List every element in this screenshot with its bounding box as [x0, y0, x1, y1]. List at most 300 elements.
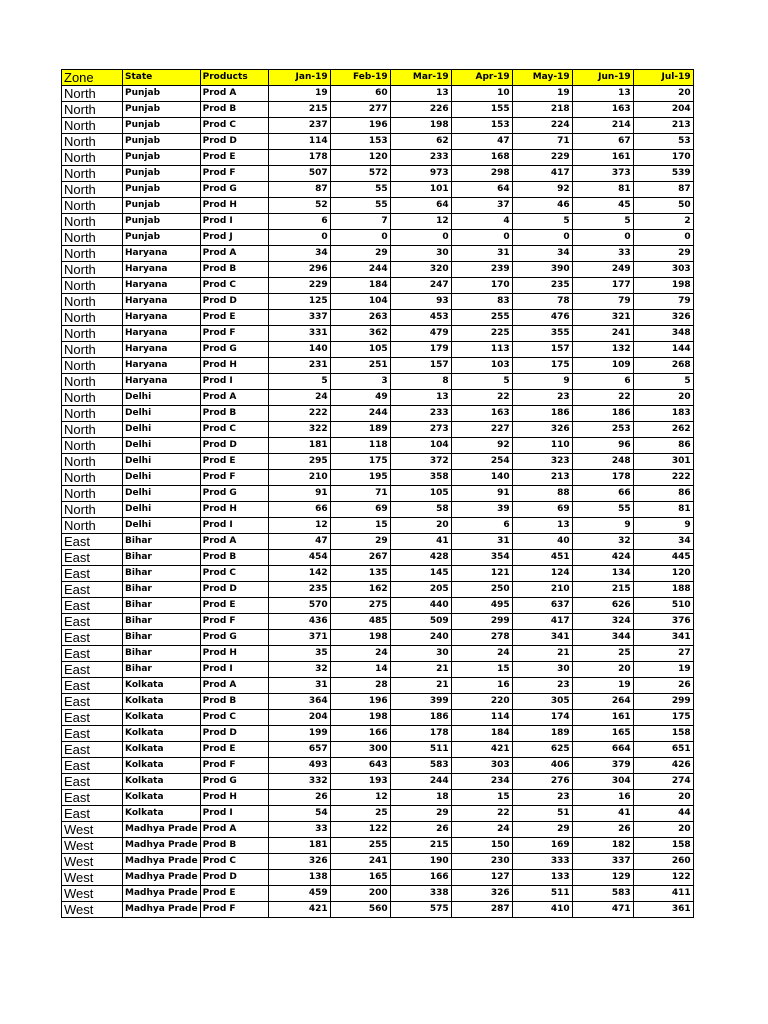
cell-jan-19[interactable]: 371: [268, 630, 330, 646]
cell-jun-19[interactable]: 20: [572, 662, 633, 678]
cell-jul-19[interactable]: 27: [633, 646, 693, 662]
cell-feb-19[interactable]: 560: [330, 902, 390, 918]
cell-jul-19[interactable]: 213: [633, 118, 693, 134]
cell-products[interactable]: Prod G: [200, 774, 268, 790]
cell-may-19[interactable]: 189: [512, 726, 572, 742]
cell-jan-19[interactable]: 436: [268, 614, 330, 630]
cell-may-19[interactable]: 417: [512, 166, 572, 182]
cell-state[interactable]: Bihar: [123, 630, 201, 646]
cell-may-19[interactable]: 210: [512, 582, 572, 598]
cell-state[interactable]: Delhi: [123, 518, 201, 534]
cell-jun-19[interactable]: 79: [572, 294, 633, 310]
cell-mar-19[interactable]: 41: [390, 534, 451, 550]
cell-zone[interactable]: East: [62, 662, 123, 678]
cell-mar-19[interactable]: 105: [390, 486, 451, 502]
cell-mar-19[interactable]: 104: [390, 438, 451, 454]
cell-zone[interactable]: North: [62, 470, 123, 486]
cell-jul-19[interactable]: 303: [633, 262, 693, 278]
cell-jan-19[interactable]: 296: [268, 262, 330, 278]
cell-jun-19[interactable]: 177: [572, 278, 633, 294]
cell-zone[interactable]: East: [62, 598, 123, 614]
cell-jun-19[interactable]: 379: [572, 758, 633, 774]
cell-feb-19[interactable]: 14: [330, 662, 390, 678]
cell-apr-19[interactable]: 24: [451, 822, 512, 838]
cell-jul-19[interactable]: 50: [633, 198, 693, 214]
cell-jul-19[interactable]: 204: [633, 102, 693, 118]
cell-jun-19[interactable]: 165: [572, 726, 633, 742]
cell-products[interactable]: Prod B: [200, 102, 268, 118]
cell-apr-19[interactable]: 64: [451, 182, 512, 198]
cell-apr-19[interactable]: 47: [451, 134, 512, 150]
cell-jan-19[interactable]: 125: [268, 294, 330, 310]
cell-jun-19[interactable]: 41: [572, 806, 633, 822]
cell-feb-19[interactable]: 15: [330, 518, 390, 534]
cell-apr-19[interactable]: 24: [451, 646, 512, 662]
cell-jan-19[interactable]: 459: [268, 886, 330, 902]
cell-may-19[interactable]: 410: [512, 902, 572, 918]
cell-zone[interactable]: North: [62, 374, 123, 390]
cell-jun-19[interactable]: 161: [572, 150, 633, 166]
cell-feb-19[interactable]: 28: [330, 678, 390, 694]
cell-mar-19[interactable]: 453: [390, 310, 451, 326]
cell-mar-19[interactable]: 509: [390, 614, 451, 630]
cell-feb-19[interactable]: 153: [330, 134, 390, 150]
cell-feb-19[interactable]: 277: [330, 102, 390, 118]
cell-feb-19[interactable]: 572: [330, 166, 390, 182]
cell-apr-19[interactable]: 31: [451, 246, 512, 262]
cell-products[interactable]: Prod C: [200, 278, 268, 294]
cell-may-19[interactable]: 406: [512, 758, 572, 774]
cell-jun-19[interactable]: 67: [572, 134, 633, 150]
cell-may-19[interactable]: 51: [512, 806, 572, 822]
cell-jan-19[interactable]: 19: [268, 86, 330, 102]
cell-feb-19[interactable]: 162: [330, 582, 390, 598]
cell-feb-19[interactable]: 29: [330, 246, 390, 262]
cell-products[interactable]: Prod H: [200, 358, 268, 374]
cell-state[interactable]: Haryana: [123, 374, 201, 390]
cell-mar-19[interactable]: 338: [390, 886, 451, 902]
cell-mar-19[interactable]: 29: [390, 806, 451, 822]
cell-apr-19[interactable]: 184: [451, 726, 512, 742]
cell-jun-19[interactable]: 132: [572, 342, 633, 358]
cell-jul-19[interactable]: 651: [633, 742, 693, 758]
cell-apr-19[interactable]: 298: [451, 166, 512, 182]
cell-jul-19[interactable]: 144: [633, 342, 693, 358]
cell-products[interactable]: Prod I: [200, 214, 268, 230]
cell-feb-19[interactable]: 0: [330, 230, 390, 246]
cell-state[interactable]: Kolkata: [123, 806, 201, 822]
cell-mar-19[interactable]: 166: [390, 870, 451, 886]
cell-state[interactable]: Punjab: [123, 86, 201, 102]
cell-may-19[interactable]: 69: [512, 502, 572, 518]
cell-jul-19[interactable]: 86: [633, 486, 693, 502]
cell-mar-19[interactable]: 93: [390, 294, 451, 310]
cell-jul-19[interactable]: 222: [633, 470, 693, 486]
cell-may-19[interactable]: 88: [512, 486, 572, 502]
cell-jan-19[interactable]: 91: [268, 486, 330, 502]
cell-products[interactable]: Prod A: [200, 534, 268, 550]
cell-mar-19[interactable]: 320: [390, 262, 451, 278]
cell-jul-19[interactable]: 341: [633, 630, 693, 646]
cell-state[interactable]: Madhya Prade: [123, 902, 201, 918]
cell-feb-19[interactable]: 71: [330, 486, 390, 502]
cell-mar-19[interactable]: 583: [390, 758, 451, 774]
cell-may-19[interactable]: 637: [512, 598, 572, 614]
cell-products[interactable]: Prod D: [200, 294, 268, 310]
cell-feb-19[interactable]: 184: [330, 278, 390, 294]
cell-jul-19[interactable]: 79: [633, 294, 693, 310]
cell-apr-19[interactable]: 170: [451, 278, 512, 294]
cell-mar-19[interactable]: 13: [390, 390, 451, 406]
cell-feb-19[interactable]: 241: [330, 854, 390, 870]
cell-state[interactable]: Punjab: [123, 134, 201, 150]
cell-zone[interactable]: North: [62, 454, 123, 470]
cell-products[interactable]: Prod A: [200, 390, 268, 406]
cell-apr-19[interactable]: 495: [451, 598, 512, 614]
cell-jul-19[interactable]: 188: [633, 582, 693, 598]
cell-jun-19[interactable]: 304: [572, 774, 633, 790]
cell-may-19[interactable]: 451: [512, 550, 572, 566]
cell-zone[interactable]: East: [62, 614, 123, 630]
cell-mar-19[interactable]: 26: [390, 822, 451, 838]
cell-state[interactable]: Delhi: [123, 486, 201, 502]
cell-may-19[interactable]: 276: [512, 774, 572, 790]
cell-may-19[interactable]: 355: [512, 326, 572, 342]
cell-mar-19[interactable]: 101: [390, 182, 451, 198]
cell-feb-19[interactable]: 55: [330, 182, 390, 198]
cell-zone[interactable]: North: [62, 246, 123, 262]
cell-jul-19[interactable]: 510: [633, 598, 693, 614]
header-cell-jul-19[interactable]: Jul-19: [633, 70, 693, 86]
cell-jun-19[interactable]: 373: [572, 166, 633, 182]
cell-jul-19[interactable]: 26: [633, 678, 693, 694]
cell-jul-19[interactable]: 53: [633, 134, 693, 150]
cell-feb-19[interactable]: 122: [330, 822, 390, 838]
cell-state[interactable]: Delhi: [123, 422, 201, 438]
cell-apr-19[interactable]: 234: [451, 774, 512, 790]
cell-products[interactable]: Prod C: [200, 118, 268, 134]
cell-may-19[interactable]: 29: [512, 822, 572, 838]
cell-apr-19[interactable]: 299: [451, 614, 512, 630]
cell-mar-19[interactable]: 0: [390, 230, 451, 246]
cell-jan-19[interactable]: 0: [268, 230, 330, 246]
cell-jan-19[interactable]: 47: [268, 534, 330, 550]
cell-may-19[interactable]: 78: [512, 294, 572, 310]
cell-zone[interactable]: West: [62, 854, 123, 870]
cell-feb-19[interactable]: 69: [330, 502, 390, 518]
cell-apr-19[interactable]: 31: [451, 534, 512, 550]
cell-jul-19[interactable]: 19: [633, 662, 693, 678]
cell-zone[interactable]: North: [62, 294, 123, 310]
cell-state[interactable]: Delhi: [123, 454, 201, 470]
cell-jun-19[interactable]: 626: [572, 598, 633, 614]
cell-feb-19[interactable]: 3: [330, 374, 390, 390]
cell-jul-19[interactable]: 20: [633, 86, 693, 102]
cell-jun-19[interactable]: 19: [572, 678, 633, 694]
cell-feb-19[interactable]: 12: [330, 790, 390, 806]
cell-state[interactable]: Punjab: [123, 230, 201, 246]
cell-state[interactable]: Bihar: [123, 662, 201, 678]
cell-zone[interactable]: North: [62, 198, 123, 214]
cell-mar-19[interactable]: 64: [390, 198, 451, 214]
cell-state[interactable]: Haryana: [123, 294, 201, 310]
cell-feb-19[interactable]: 166: [330, 726, 390, 742]
cell-feb-19[interactable]: 7: [330, 214, 390, 230]
cell-jul-19[interactable]: 158: [633, 838, 693, 854]
cell-state[interactable]: Punjab: [123, 214, 201, 230]
cell-products[interactable]: Prod G: [200, 342, 268, 358]
header-cell-zone[interactable]: Zone: [62, 70, 123, 86]
cell-may-19[interactable]: 110: [512, 438, 572, 454]
cell-may-19[interactable]: 133: [512, 870, 572, 886]
cell-mar-19[interactable]: 190: [390, 854, 451, 870]
cell-may-19[interactable]: 417: [512, 614, 572, 630]
cell-feb-19[interactable]: 275: [330, 598, 390, 614]
cell-jan-19[interactable]: 237: [268, 118, 330, 134]
cell-may-19[interactable]: 390: [512, 262, 572, 278]
cell-jun-19[interactable]: 241: [572, 326, 633, 342]
cell-zone[interactable]: East: [62, 550, 123, 566]
header-cell-may-19[interactable]: May-19: [512, 70, 572, 86]
cell-zone[interactable]: North: [62, 326, 123, 342]
cell-feb-19[interactable]: 255: [330, 838, 390, 854]
cell-may-19[interactable]: 186: [512, 406, 572, 422]
cell-mar-19[interactable]: 273: [390, 422, 451, 438]
cell-may-19[interactable]: 213: [512, 470, 572, 486]
cell-jun-19[interactable]: 161: [572, 710, 633, 726]
cell-zone[interactable]: North: [62, 406, 123, 422]
cell-zone[interactable]: East: [62, 774, 123, 790]
cell-feb-19[interactable]: 263: [330, 310, 390, 326]
cell-jan-19[interactable]: 66: [268, 502, 330, 518]
cell-jan-19[interactable]: 181: [268, 438, 330, 454]
cell-zone[interactable]: North: [62, 86, 123, 102]
cell-jan-19[interactable]: 657: [268, 742, 330, 758]
cell-feb-19[interactable]: 244: [330, 262, 390, 278]
cell-jul-19[interactable]: 170: [633, 150, 693, 166]
cell-may-19[interactable]: 175: [512, 358, 572, 374]
cell-jun-19[interactable]: 264: [572, 694, 633, 710]
cell-feb-19[interactable]: 165: [330, 870, 390, 886]
cell-state[interactable]: Bihar: [123, 614, 201, 630]
cell-jan-19[interactable]: 52: [268, 198, 330, 214]
cell-jul-19[interactable]: 122: [633, 870, 693, 886]
cell-jul-19[interactable]: 175: [633, 710, 693, 726]
cell-jan-19[interactable]: 235: [268, 582, 330, 598]
cell-products[interactable]: Prod A: [200, 678, 268, 694]
cell-jun-19[interactable]: 33: [572, 246, 633, 262]
cell-zone[interactable]: North: [62, 214, 123, 230]
cell-zone[interactable]: North: [62, 118, 123, 134]
cell-may-19[interactable]: 157: [512, 342, 572, 358]
cell-products[interactable]: Prod F: [200, 614, 268, 630]
cell-state[interactable]: Haryana: [123, 262, 201, 278]
cell-jan-19[interactable]: 32: [268, 662, 330, 678]
cell-state[interactable]: Punjab: [123, 198, 201, 214]
cell-apr-19[interactable]: 121: [451, 566, 512, 582]
cell-feb-19[interactable]: 251: [330, 358, 390, 374]
cell-feb-19[interactable]: 362: [330, 326, 390, 342]
cell-feb-19[interactable]: 135: [330, 566, 390, 582]
cell-products[interactable]: Prod F: [200, 758, 268, 774]
cell-jan-19[interactable]: 337: [268, 310, 330, 326]
cell-jul-19[interactable]: 81: [633, 502, 693, 518]
cell-mar-19[interactable]: 179: [390, 342, 451, 358]
cell-feb-19[interactable]: 193: [330, 774, 390, 790]
cell-jul-19[interactable]: 426: [633, 758, 693, 774]
cell-products[interactable]: Prod E: [200, 310, 268, 326]
cell-mar-19[interactable]: 244: [390, 774, 451, 790]
cell-state[interactable]: Haryana: [123, 246, 201, 262]
cell-state[interactable]: Haryana: [123, 326, 201, 342]
cell-zone[interactable]: North: [62, 390, 123, 406]
cell-jun-19[interactable]: 26: [572, 822, 633, 838]
cell-products[interactable]: Prod F: [200, 326, 268, 342]
cell-jun-19[interactable]: 5: [572, 214, 633, 230]
cell-zone[interactable]: North: [62, 182, 123, 198]
cell-zone[interactable]: North: [62, 502, 123, 518]
cell-jul-19[interactable]: 158: [633, 726, 693, 742]
cell-may-19[interactable]: 34: [512, 246, 572, 262]
cell-products[interactable]: Prod C: [200, 422, 268, 438]
cell-state[interactable]: Kolkata: [123, 710, 201, 726]
cell-zone[interactable]: East: [62, 534, 123, 550]
cell-feb-19[interactable]: 120: [330, 150, 390, 166]
header-cell-apr-19[interactable]: Apr-19: [451, 70, 512, 86]
cell-jan-19[interactable]: 210: [268, 470, 330, 486]
cell-apr-19[interactable]: 278: [451, 630, 512, 646]
cell-jul-19[interactable]: 301: [633, 454, 693, 470]
cell-may-19[interactable]: 46: [512, 198, 572, 214]
cell-jul-19[interactable]: 274: [633, 774, 693, 790]
cell-jul-19[interactable]: 20: [633, 790, 693, 806]
cell-jul-19[interactable]: 361: [633, 902, 693, 918]
cell-jan-19[interactable]: 34: [268, 246, 330, 262]
cell-may-19[interactable]: 9: [512, 374, 572, 390]
cell-zone[interactable]: North: [62, 422, 123, 438]
cell-products[interactable]: Prod E: [200, 598, 268, 614]
cell-jun-19[interactable]: 182: [572, 838, 633, 854]
cell-mar-19[interactable]: 62: [390, 134, 451, 150]
cell-may-19[interactable]: 23: [512, 390, 572, 406]
cell-jul-19[interactable]: 120: [633, 566, 693, 582]
cell-products[interactable]: Prod B: [200, 694, 268, 710]
cell-state[interactable]: Bihar: [123, 550, 201, 566]
header-cell-jun-19[interactable]: Jun-19: [572, 70, 633, 86]
cell-feb-19[interactable]: 49: [330, 390, 390, 406]
cell-jan-19[interactable]: 454: [268, 550, 330, 566]
cell-zone[interactable]: North: [62, 342, 123, 358]
cell-state[interactable]: Bihar: [123, 534, 201, 550]
cell-state[interactable]: Bihar: [123, 598, 201, 614]
cell-state[interactable]: Delhi: [123, 390, 201, 406]
cell-jul-19[interactable]: 87: [633, 182, 693, 198]
cell-jul-19[interactable]: 20: [633, 390, 693, 406]
cell-products[interactable]: Prod A: [200, 822, 268, 838]
cell-state[interactable]: Madhya Prade: [123, 870, 201, 886]
cell-products[interactable]: Prod H: [200, 198, 268, 214]
cell-zone[interactable]: East: [62, 710, 123, 726]
cell-products[interactable]: Prod C: [200, 710, 268, 726]
cell-mar-19[interactable]: 233: [390, 406, 451, 422]
cell-apr-19[interactable]: 254: [451, 454, 512, 470]
cell-products[interactable]: Prod G: [200, 182, 268, 198]
cell-may-19[interactable]: 511: [512, 886, 572, 902]
cell-jan-19[interactable]: 199: [268, 726, 330, 742]
cell-zone[interactable]: East: [62, 694, 123, 710]
cell-products[interactable]: Prod G: [200, 630, 268, 646]
cell-products[interactable]: Prod B: [200, 262, 268, 278]
cell-products[interactable]: Prod I: [200, 518, 268, 534]
cell-apr-19[interactable]: 326: [451, 886, 512, 902]
header-cell-products[interactable]: Products: [200, 70, 268, 86]
cell-products[interactable]: Prod A: [200, 246, 268, 262]
cell-jun-19[interactable]: 471: [572, 902, 633, 918]
cell-products[interactable]: Prod B: [200, 406, 268, 422]
cell-mar-19[interactable]: 372: [390, 454, 451, 470]
cell-mar-19[interactable]: 30: [390, 246, 451, 262]
cell-state[interactable]: Kolkata: [123, 790, 201, 806]
cell-jun-19[interactable]: 32: [572, 534, 633, 550]
cell-jun-19[interactable]: 45: [572, 198, 633, 214]
cell-zone[interactable]: East: [62, 806, 123, 822]
cell-state[interactable]: Delhi: [123, 406, 201, 422]
header-cell-state[interactable]: State: [123, 70, 201, 86]
cell-apr-19[interactable]: 37: [451, 198, 512, 214]
cell-apr-19[interactable]: 103: [451, 358, 512, 374]
cell-feb-19[interactable]: 29: [330, 534, 390, 550]
cell-apr-19[interactable]: 5: [451, 374, 512, 390]
cell-products[interactable]: Prod D: [200, 726, 268, 742]
cell-mar-19[interactable]: 205: [390, 582, 451, 598]
cell-apr-19[interactable]: 4: [451, 214, 512, 230]
cell-state[interactable]: Punjab: [123, 150, 201, 166]
cell-jun-19[interactable]: 214: [572, 118, 633, 134]
cell-apr-19[interactable]: 15: [451, 790, 512, 806]
cell-products[interactable]: Prod E: [200, 454, 268, 470]
cell-feb-19[interactable]: 105: [330, 342, 390, 358]
cell-state[interactable]: Kolkata: [123, 726, 201, 742]
cell-may-19[interactable]: 323: [512, 454, 572, 470]
cell-zone[interactable]: North: [62, 230, 123, 246]
cell-apr-19[interactable]: 287: [451, 902, 512, 918]
cell-feb-19[interactable]: 196: [330, 694, 390, 710]
cell-jan-19[interactable]: 26: [268, 790, 330, 806]
cell-apr-19[interactable]: 16: [451, 678, 512, 694]
cell-state[interactable]: Punjab: [123, 182, 201, 198]
cell-mar-19[interactable]: 358: [390, 470, 451, 486]
cell-mar-19[interactable]: 240: [390, 630, 451, 646]
cell-may-19[interactable]: 40: [512, 534, 572, 550]
cell-jun-19[interactable]: 186: [572, 406, 633, 422]
cell-zone[interactable]: North: [62, 134, 123, 150]
cell-jun-19[interactable]: 321: [572, 310, 633, 326]
cell-state[interactable]: Delhi: [123, 502, 201, 518]
cell-jan-19[interactable]: 5: [268, 374, 330, 390]
cell-feb-19[interactable]: 60: [330, 86, 390, 102]
cell-apr-19[interactable]: 153: [451, 118, 512, 134]
cell-jan-19[interactable]: 87: [268, 182, 330, 198]
cell-mar-19[interactable]: 198: [390, 118, 451, 134]
cell-jun-19[interactable]: 253: [572, 422, 633, 438]
cell-jan-19[interactable]: 332: [268, 774, 330, 790]
cell-jan-19[interactable]: 215: [268, 102, 330, 118]
cell-mar-19[interactable]: 8: [390, 374, 451, 390]
cell-state[interactable]: Madhya Prade: [123, 838, 201, 854]
cell-apr-19[interactable]: 127: [451, 870, 512, 886]
cell-mar-19[interactable]: 178: [390, 726, 451, 742]
cell-jul-19[interactable]: 376: [633, 614, 693, 630]
